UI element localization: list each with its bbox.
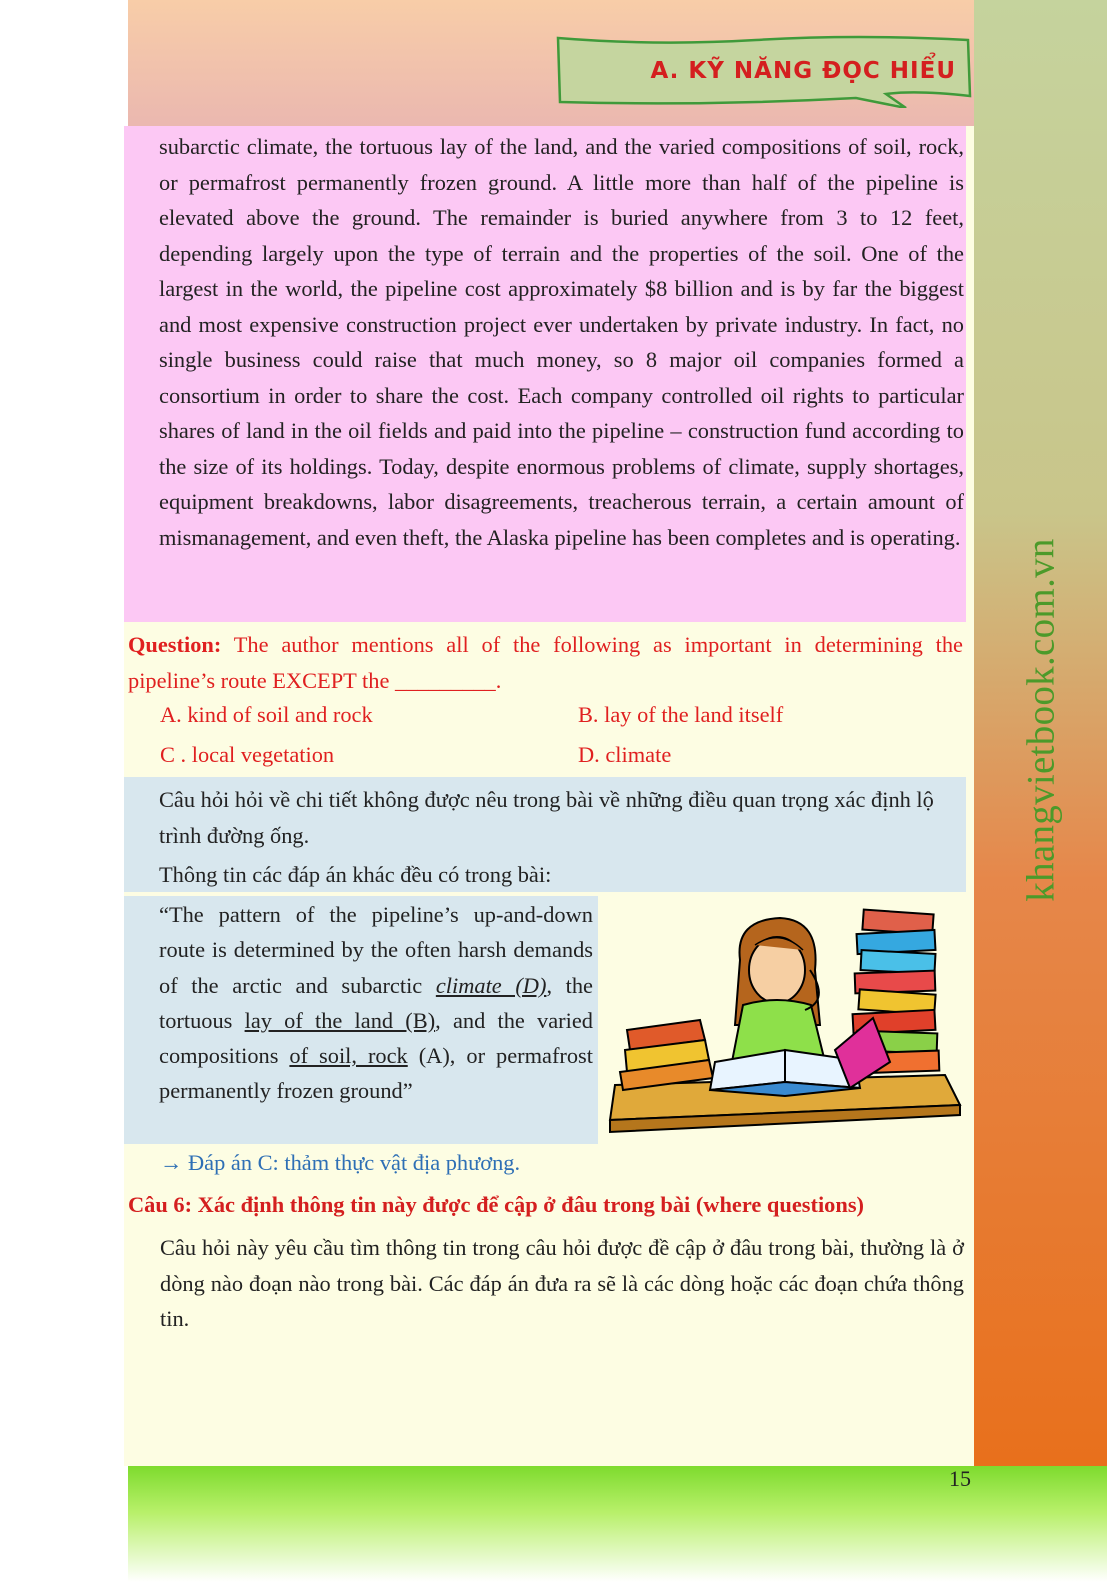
quote-land: lay of the land (B) xyxy=(244,1007,436,1033)
quote-part-2: , the tortuous xyxy=(159,972,593,1033)
option-d: D. climate xyxy=(578,742,672,767)
quote-part-3: , and the varied compositions xyxy=(159,1007,593,1069)
quote-text xyxy=(159,897,593,1109)
option-c: C . local vegetation xyxy=(160,742,335,767)
side-band xyxy=(974,0,1107,1466)
quote-soil: of soil, rock xyxy=(289,1043,408,1069)
explanation-line-2: Thông tin các đáp án khác đều có trong bài: xyxy=(159,862,552,887)
option-b: B. lay of the land itself xyxy=(578,702,784,727)
section-heading: Câu 6: Xác định thông tin này được để cập ở đâu trong bài (where questions) xyxy=(128,1192,864,1217)
site-watermark: khangvietbook.com.vn xyxy=(1019,538,1062,902)
student-reading-illustration xyxy=(605,900,967,1145)
quote-part-4: (A), or permafrost permanently frozen ground” xyxy=(159,1043,593,1104)
option-a: A. kind of soil and rock xyxy=(160,702,373,727)
explanation-box xyxy=(124,777,966,892)
explanation-line-1: Câu hỏi hỏi về chi tiết không được nêu trong bài về những điều quan trọng xác định lộ trình đường ống. xyxy=(159,787,934,848)
section-title: A. KỸ NĂNG ĐỌC HIỂU xyxy=(650,58,956,84)
quote-climate: climate (D) xyxy=(435,972,547,998)
question-text: The author mentions all of the following as important in determining the pipeline’s route EXCEPT the _________. xyxy=(128,632,963,693)
quote-box xyxy=(124,896,598,1144)
reading-passage xyxy=(124,126,966,622)
section-body: Câu hỏi này yêu cầu tìm thông tin trong câu hỏi được đề cập ở đâu trong bài, thường là ở dòng nào đoạn nào trong bài. Các đáp án đưa ra sẽ là các dòng hoặc các đoạn chứa thông tin. xyxy=(160,1235,964,1331)
section-title-tag xyxy=(556,32,972,108)
page-number: 15 xyxy=(949,1466,971,1491)
quote-part-1: “The pattern of the pipeline’s up-and-down route is determined by the often harsh demands of the arctic and subarctic xyxy=(159,902,593,998)
question xyxy=(128,627,963,698)
passage-text: subarctic climate, the tortuous lay of the land, and the varied compositions of soil, rock, or permafrost permanently frozen ground. A little more than half of the pipeline is elevated above the ground. The remainder is buried anywhere from 3 to 12 feet, depending largely upon the type of terrain and the properties of the soil. One of the largest in the world, the pipeline cost approximately $8 billion and is by far the biggest and most expensive construction project ever undertaken by private industry. In fact, no single business could raise that much money, so 8 major oil companies formed a consortium in order to share the cost. Each company controlled oil rights to particular shares of land in the oil fields and paid into the pipeline – construction fund according to the size of its holdings. Today, despite enormous problems of climate, supply shortages, equipment breakdowns, labor disagreements, treacherous terrain, a certain amount of mismanagement, and even theft, the Alaska pipeline has been completes and is operating. xyxy=(159,134,964,550)
answer-line: → Đáp án C: thảm thực vật địa phương. xyxy=(160,1150,521,1175)
question-label: Question: xyxy=(128,632,222,657)
